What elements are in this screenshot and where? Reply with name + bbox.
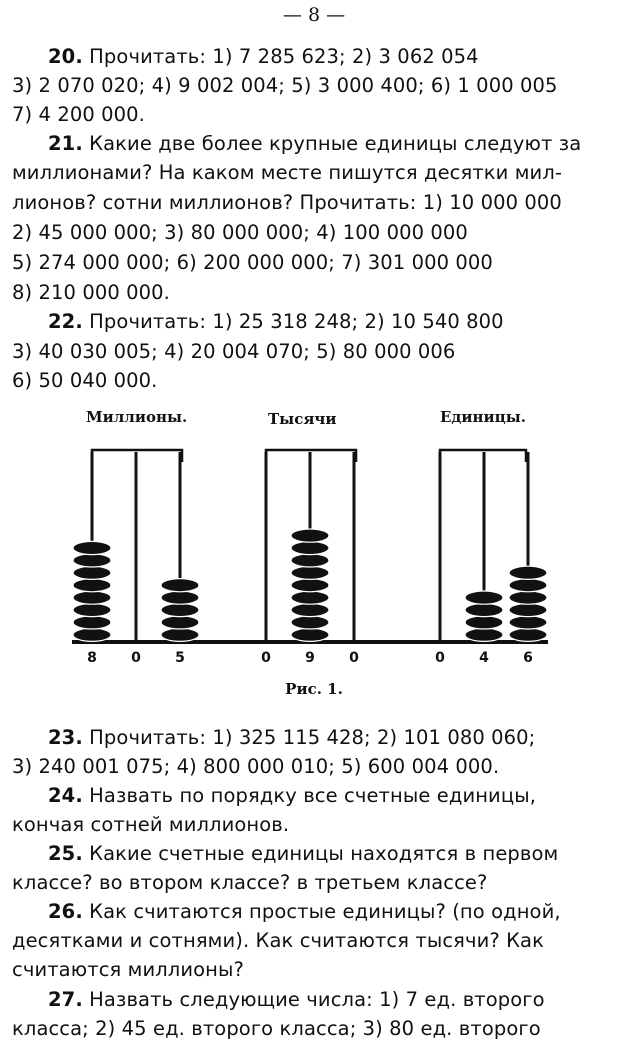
- rod-digit: 0: [435, 650, 445, 666]
- rod-digit: 8: [87, 650, 97, 666]
- abacus-bead: [73, 554, 111, 567]
- exercise-23-text-1: Прочитать: 1) 325 115 428; 2) 101 080 060;: [89, 726, 536, 749]
- exercise-25-line-1: [48, 840, 558, 868]
- exercise-27-number: 27.: [48, 988, 83, 1011]
- abacus-bead: [73, 628, 111, 641]
- abacus-bead: [73, 541, 111, 554]
- exercise-23-line-1: [48, 724, 535, 752]
- exercise-20-text-1: Прочитать: 1) 7 285 623; 2) 3 062 054: [89, 45, 479, 68]
- exercise-26-text-1: Как считаются простые единицы? (по одной,: [89, 900, 561, 923]
- class-label-thousands: Тысячи: [268, 410, 337, 428]
- abacus-bead: [291, 529, 329, 542]
- exercise-21-line-2: миллионами? На каком месте пишутся десятки мил-: [12, 161, 563, 184]
- abacus-bead: [161, 616, 199, 629]
- exercise-26-line-1: [48, 898, 561, 926]
- abacus-bead: [161, 579, 199, 592]
- exercise-20-line-3: 7) 4 200 000.: [12, 103, 145, 126]
- abacus-bead: [465, 603, 503, 616]
- rod-digit: 9: [305, 650, 315, 666]
- exercise-27-line-1: [48, 986, 545, 1014]
- abacus-bead: [291, 591, 329, 604]
- exercise-22-line-3: 6) 50 040 000.: [12, 369, 158, 392]
- figure-caption: Рис. 1.: [285, 680, 343, 698]
- rod-digit: 4: [479, 650, 489, 666]
- abacus-bead: [291, 603, 329, 616]
- rod-digit: 0: [261, 650, 271, 666]
- abacus-bead: [291, 554, 329, 567]
- abacus-bead: [465, 616, 503, 629]
- exercise-20-line-1: [48, 43, 479, 71]
- abacus-beads: [73, 529, 547, 641]
- abacus-bead: [509, 591, 547, 604]
- abacus-bead: [509, 579, 547, 592]
- abacus-bead: [161, 603, 199, 616]
- exercise-23-number: 23.: [48, 726, 83, 749]
- exercise-21-line-1: [48, 130, 581, 158]
- rod-digit: 6: [523, 650, 533, 666]
- exercise-22-text-1: Прочитать: 1) 25 318 248; 2) 10 540 800: [89, 310, 504, 333]
- class-label-millions: Миллионы.: [86, 408, 188, 426]
- abacus-bead: [73, 616, 111, 629]
- exercise-21-line-5: 5) 274 000 000; 6) 200 000 000; 7) 301 000 000: [12, 251, 493, 274]
- class-label-units: Единицы.: [440, 408, 527, 426]
- abacus-bead: [509, 628, 547, 641]
- exercise-22-line-1: [48, 308, 504, 336]
- abacus-bead: [291, 566, 329, 579]
- exercise-24-number: 24.: [48, 784, 83, 807]
- exercise-26-line-2: десятками и сотнями). Как считаются тысячи? Как: [12, 929, 544, 952]
- exercise-21-text-1: Какие две более крупные единицы следуют за: [89, 132, 582, 155]
- exercise-20-number: 20.: [48, 45, 83, 68]
- abacus-bead: [73, 579, 111, 592]
- abacus-bead: [73, 566, 111, 579]
- abacus-bead: [291, 579, 329, 592]
- abacus-bead: [291, 628, 329, 641]
- abacus-bead: [465, 628, 503, 641]
- abacus-drawing: [60, 402, 560, 672]
- exercise-27-text-1: Назвать следующие числа: 1) 7 ед. второго: [89, 988, 545, 1011]
- exercise-21-number: 21.: [48, 132, 83, 155]
- abacus-bead: [73, 591, 111, 604]
- exercise-21-line-6: 8) 210 000 000.: [12, 281, 170, 304]
- rod-digit: 0: [349, 650, 359, 666]
- exercise-24-line-1: [48, 782, 536, 810]
- abacus-figure: [60, 402, 560, 672]
- exercise-24-line-2: кончая сотней миллионов.: [12, 813, 290, 836]
- abacus-bead: [291, 616, 329, 629]
- abacus-bead: [161, 591, 199, 604]
- exercise-22-line-2: 3) 40 030 005; 4) 20 004 070; 5) 80 000 006: [12, 340, 456, 363]
- rod-digit: 5: [175, 650, 185, 666]
- exercise-26-line-3: считаются миллионы?: [12, 958, 244, 981]
- exercise-24-text-1: Назвать по порядку все счетные единицы,: [89, 784, 537, 807]
- exercise-25-number: 25.: [48, 842, 83, 865]
- exercise-21-line-4: 2) 45 000 000; 3) 80 000 000; 4) 100 000 000: [12, 221, 468, 244]
- abacus-bead: [465, 591, 503, 604]
- rod-digit: 0: [131, 650, 141, 666]
- abacus-bead: [161, 628, 199, 641]
- exercise-25-line-2: классе? во втором классе? в третьем классе?: [12, 871, 488, 894]
- abacus-bead: [509, 603, 547, 616]
- exercise-20-line-2: 3) 2 070 020; 4) 9 002 004; 5) 3 000 400; 6) 1 000 005: [12, 74, 558, 97]
- abacus-bead: [509, 616, 547, 629]
- abacus-bead: [509, 566, 547, 579]
- exercise-27-line-2: класса; 2) 45 ед. второго класса; 3) 80 ед. второго: [12, 1017, 541, 1040]
- exercise-26-number: 26.: [48, 900, 83, 923]
- exercise-22-number: 22.: [48, 310, 83, 333]
- exercise-21-line-3: лионов? сотни миллионов? Прочитать: 1) 10 000 000: [12, 191, 562, 214]
- exercise-23-line-2: 3) 240 001 075; 4) 800 000 010; 5) 600 004 000.: [12, 755, 500, 778]
- exercise-25-text-1: Какие счетные единицы находятся в первом: [89, 842, 559, 865]
- rod-digits: [87, 650, 533, 666]
- abacus-bead: [73, 603, 111, 616]
- abacus-bead: [291, 541, 329, 554]
- page-number: — 8 —: [282, 4, 346, 26]
